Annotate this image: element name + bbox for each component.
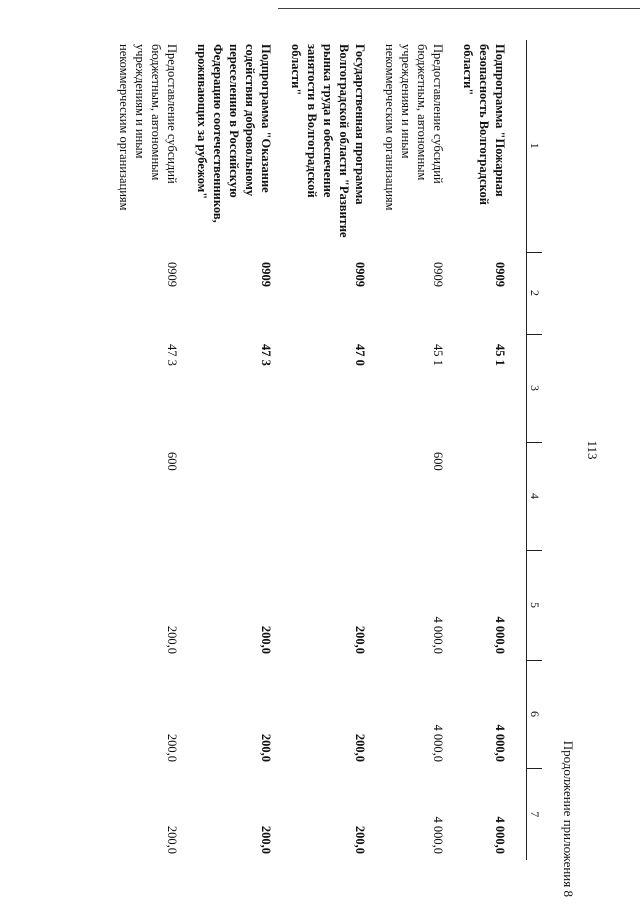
cell-amount-3: 200,0: [352, 825, 367, 854]
table-row: [450, 40, 527, 860]
cell-amount-2: 200,0: [164, 733, 179, 762]
table-row: [372, 40, 450, 860]
cell-amount-1: 200,0: [258, 625, 273, 654]
cell-amount-3: 200,0: [164, 825, 179, 854]
cell-section-code: 0909: [430, 262, 445, 287]
row-name: Государственная программа Волгоградской области "Развитие рынка труда и обеспечение занятости в Волгоградской области": [288, 44, 367, 238]
column-header: 2: [526, 252, 542, 334]
row-name: Подпрограмма "Пожарная безопасность Волгоградской области": [460, 44, 507, 205]
cell-amount-1: 4 000,0: [430, 616, 445, 654]
cell-amount-2: 4 000,0: [430, 724, 445, 762]
cell-target-code: 45 1: [492, 344, 507, 366]
cell-amount-3: 4 000,0: [492, 816, 507, 854]
cell-amount-3: 4 000,0: [430, 816, 445, 854]
column-header-row: [526, 40, 542, 860]
cell-section-code: 0909: [164, 262, 179, 287]
cell-expense-type: 600: [430, 452, 445, 471]
table-row: [184, 40, 278, 860]
cell-amount-1: 200,0: [164, 625, 179, 654]
column-header: 1: [526, 40, 542, 252]
table-row: [278, 40, 372, 860]
cell-section-code: 0909: [258, 262, 273, 287]
row-name: Предоставление субсидий бюджетным, автономным учреждениям и иным некоммерческим организациям: [382, 44, 445, 211]
cell-expense-type: 600: [164, 452, 179, 471]
cell-amount-1: 200,0: [352, 625, 367, 654]
continuation-note: Продолжение приложения 8: [561, 740, 576, 897]
cell-target-code: 45 1: [430, 344, 445, 366]
row-name: Подпрограмма "Оказание содействия добровольному переселению в Российскую Федерацию соотечественников, проживающих за рубежом": [194, 44, 273, 223]
cell-target-code: 47 0: [352, 344, 367, 366]
cell-section-code: 0909: [352, 262, 367, 287]
column-header: 6: [526, 660, 542, 768]
cell-amount-2: 200,0: [258, 733, 273, 762]
cell-expense-type: [184, 442, 278, 550]
table-row: [106, 40, 184, 860]
cell-amount-2: 4 000,0: [492, 724, 507, 762]
cell-amount-1: 4 000,0: [492, 616, 507, 654]
column-header: 7: [526, 768, 542, 860]
column-header: 4: [526, 442, 542, 550]
column-header: 5: [526, 550, 542, 660]
row-name: Предоставление субсидий бюджетным, автономным учреждениям и иным некоммерческим организациям: [116, 44, 179, 211]
cell-target-code: 47 3: [258, 344, 273, 366]
cell-target-code: 47 3: [164, 344, 179, 366]
cell-expense-type: [278, 442, 372, 550]
page-number: 113: [585, 440, 600, 460]
cell-expense-type: [450, 442, 527, 550]
cell-amount-2: 200,0: [352, 733, 367, 762]
cell-amount-3: 200,0: [258, 825, 273, 854]
column-header: 3: [526, 334, 542, 442]
budget-table: [106, 40, 542, 860]
cell-section-code: 0909: [492, 262, 507, 287]
